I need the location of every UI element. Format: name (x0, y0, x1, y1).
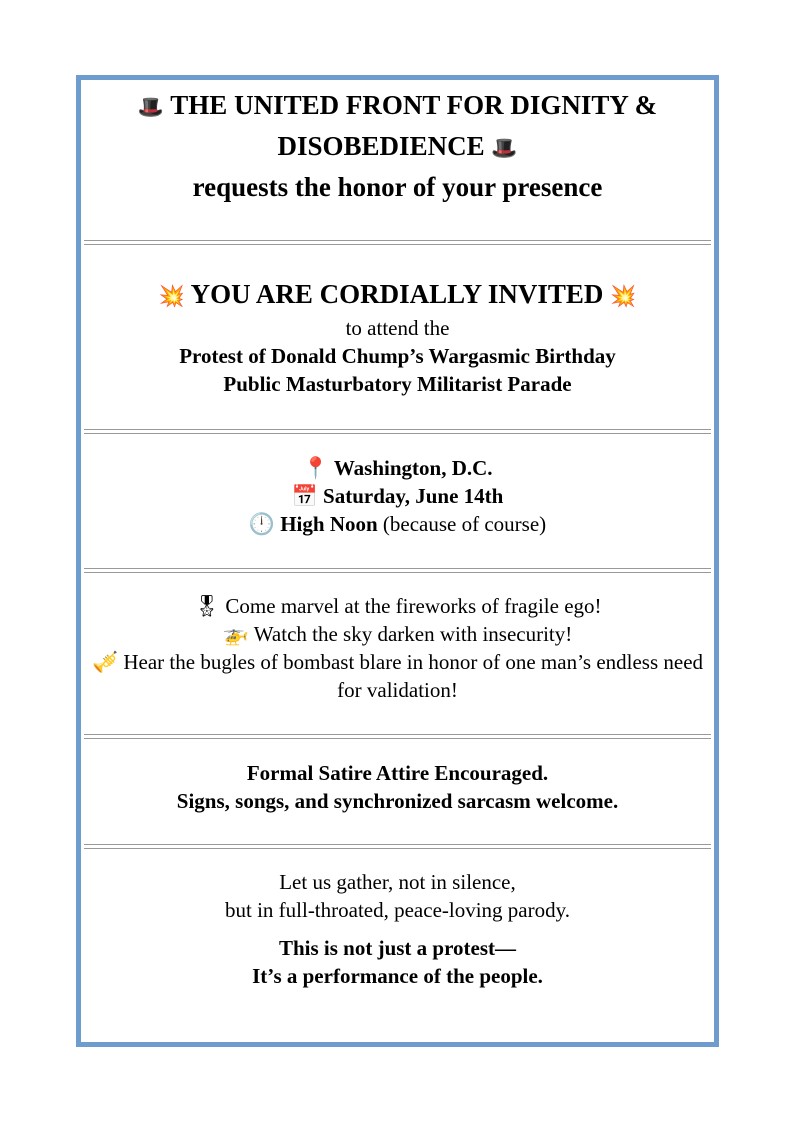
org-name-line-2: DISOBEDIENCE (277, 131, 485, 161)
org-name-line-1: THE UNITED FRONT FOR DIGNITY & (170, 90, 658, 120)
clock-icon: 🕛 (248, 512, 275, 536)
header-line-1 (81, 86, 714, 127)
divider (84, 429, 711, 434)
invite-title: YOU ARE CORDIALLY INVITED (190, 279, 604, 309)
pin-icon: 📍 (302, 456, 329, 480)
closing-line-2: but in full-throated, peace-loving parody. (224, 898, 571, 922)
attire-line-1: Formal Satire Attire Encouraged. (246, 761, 549, 785)
closing-line-1: Let us gather, not in silence, (279, 870, 516, 894)
highlights-section (81, 592, 714, 704)
highlight-text: Come marvel at the fireworks of fragile ego! (225, 594, 602, 618)
top-hat-icon: 🎩 (137, 95, 165, 119)
invitation-card (76, 75, 719, 1047)
burst-icon: 💥 (610, 284, 637, 308)
spacer (81, 924, 714, 934)
closing-bold-2: It’s a performance of the people. (252, 964, 543, 988)
divider (84, 734, 711, 739)
highlight-item (81, 648, 714, 704)
top-hat-icon: 🎩 (491, 136, 518, 160)
attire-section (81, 759, 714, 815)
highlight-item (81, 620, 714, 648)
closing-bold-1: This is not just a protest— (278, 936, 517, 960)
divider (84, 568, 711, 573)
divider (84, 240, 711, 245)
time-text: High Noon (280, 512, 378, 536)
invite-title-row (81, 276, 714, 314)
highlight-text: Watch the sky darken with insecurity! (253, 622, 573, 646)
trumpet-icon: 🎺 (91, 650, 119, 674)
location-row (81, 454, 714, 482)
highlight-item (81, 592, 714, 620)
time-row (81, 510, 714, 538)
location-text: Washington, D.C. (333, 456, 493, 480)
calendar-icon: 📅 (291, 484, 318, 508)
date-row (81, 482, 714, 510)
helicopter-icon: 🚁 (222, 622, 249, 646)
time-note: (because of course) (382, 512, 547, 536)
request-line: requests the honor of your presence (192, 172, 603, 202)
event-name-line-2: Public Masturbatory Militarist Parade (223, 372, 572, 396)
invite-sub: to attend the (345, 316, 450, 340)
highlight-text: Hear the bugles of bombast blare in honor of one man’s endless need for validation! (123, 650, 704, 702)
details-section (81, 454, 714, 538)
event-name-line-1: Protest of Donald Chump’s Wargasmic Birthday (179, 344, 616, 368)
closing-section (81, 868, 714, 990)
invite-section (81, 276, 714, 398)
divider (84, 844, 711, 849)
date-text: Saturday, June 14th (323, 484, 504, 508)
medal-icon: 🎖 (193, 594, 221, 618)
burst-icon: 💥 (158, 284, 185, 308)
header-line-2 (81, 127, 714, 168)
header (81, 86, 714, 207)
attire-line-2: Signs, songs, and synchronized sarcasm welcome. (176, 789, 619, 813)
